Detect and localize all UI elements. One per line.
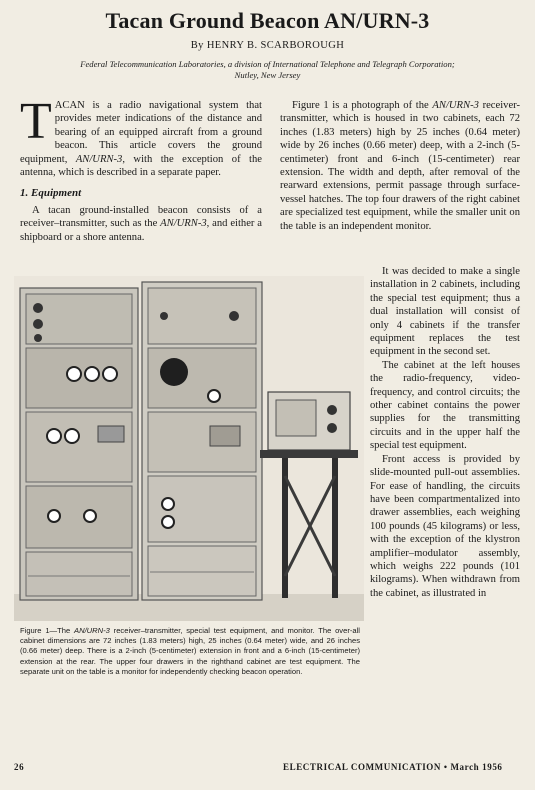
section1-paragraph: [20, 204, 262, 244]
section-heading: 1. Equipment: [20, 187, 82, 200]
page-number: 26: [14, 762, 25, 772]
section1-model: AN/URN-3: [160, 218, 207, 230]
equipment-photo: [14, 276, 364, 621]
affiliation-line-1: Federal Telecommunication Laboratories, a division of International Telephone and Telegraph Corporation;: [80, 59, 455, 69]
narrow-para-3: Front access is provided by slide-mounted pull-out assemblies. For ease of handling, the circuits have been compartmentalized into drawer assemblies, each weighing 100 pounds (45 kilograms) or less, with the exception of the klystron amplifier–modulator assembly, which weighs 222 pounds (101 kilograms). When withdrawn from the cabinet, as illustrated in: [370, 453, 520, 599]
right-para-a: Figure 1 is a photograph of the: [292, 100, 433, 111]
right-para-b: receiver-transmitter, which is housed in two cabinets, each 72 inches (1.83 meters) high by 25 inches (0.64 meter) wide by 26 inches (0.66 meter) deep, with a 2-inch (5-centimeter) front and 6-inch (15-centimeter) rear extension. The width and depth, after removal of the rearward extensions, permit passage through surface-vessel hatches. The top four drawers of the right cabinet are specialized test equipment, while the smaller unit on the table is an independent monitor.: [280, 100, 520, 232]
narrow-para-1: It was decided to make a single installation in 2 cabinets, including the special test equipment; thus a dual installation will consist of only 4 cabinets if the transfer equipment replaces the test equipment in the second set.: [370, 266, 520, 358]
narrow-para-2: The cabinet at the left houses the radio-frequency, video-frequency, and control circuits; the other cabinet contains the power supplies for the transmitting circuits and in the upper half the special test equipment.: [370, 359, 520, 452]
monitor-unit: [268, 392, 350, 450]
left-column: [20, 93, 262, 244]
right-para-model: AN/URN-3: [432, 100, 479, 111]
intro-text-a: ACAN is a radio navigational system that provides meter indications of the distance and bearing of an equipped aircraft from a ground beacon. This article covers the ground equipment,: [20, 100, 262, 165]
narrow-column: [370, 265, 520, 600]
figure-description-paragraph: [280, 99, 520, 233]
section1-text-a: A tacan ground-installed beacon consists of a receiver–transmitter, such as the: [20, 204, 262, 230]
figure-label: Figure 1—The: [20, 626, 75, 635]
left-cabinet: [20, 288, 138, 600]
section1-text-b: , and either a shipboard or a shore antenna.: [20, 218, 262, 243]
figure-caption: [20, 626, 360, 677]
affiliation-line-2: Nutley, New Jersey: [234, 70, 301, 80]
figure-model: AN/URN-3: [74, 626, 110, 635]
author-affiliation: [30, 59, 505, 81]
figure-caption-text: receiver–transmitter, special test equipment, and monitor. The over-all cabinet dimensions are 72 inches (1.83 meters) high, 25 inches (0.64 meter) wide, and 26 inches (0.66 meter) deep. There is a 2-inch (5-centimeter) extension in front and a 6-inch (15-centimeter) extension at the rear. The upper four drawers in the righthand cabinet are test equipment. The separate unit on the table is a monitor for independently checking beacon operation.: [20, 626, 360, 676]
intro-text-b: , with the exception of the antenna, which is described in a separate paper.: [20, 153, 262, 179]
intro-paragraph: [20, 93, 262, 179]
drop-cap: T: [20, 93, 52, 150]
author-byline: By HENRY B. SCARBOROUGH: [190, 40, 345, 51]
journal-name: ELECTRICAL COMMUNICATION • March 1956: [283, 762, 503, 772]
intro-model: AN/URN-3: [75, 153, 123, 165]
right-cabinet: [142, 282, 262, 600]
right-column: [280, 99, 520, 233]
page-footer: [0, 762, 535, 776]
article-title: Tacan Ground Beacon AN/URN-3: [105, 8, 430, 33]
